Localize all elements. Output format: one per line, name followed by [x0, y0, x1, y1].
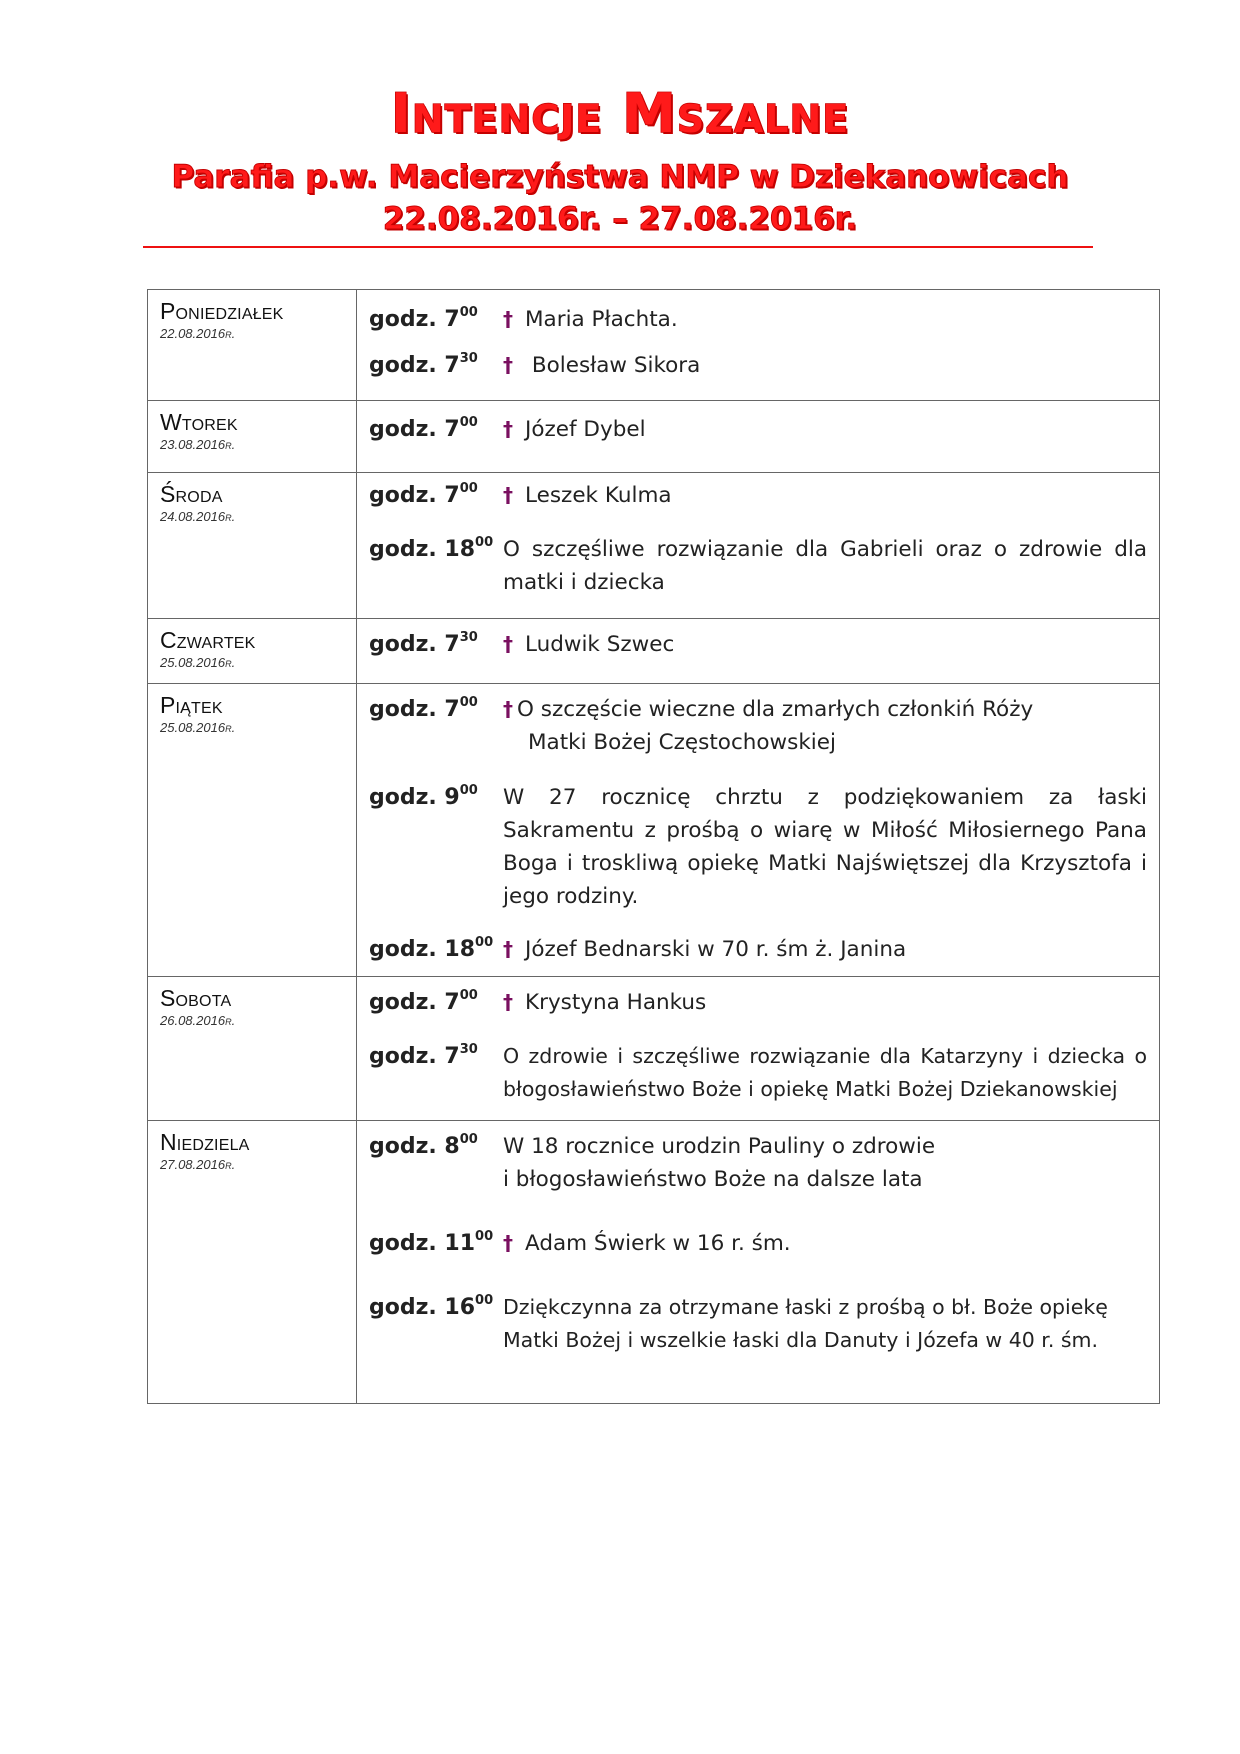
masses-cell	[357, 1121, 1160, 1404]
mass-intention: † Józef Bednarski w 70 r. śm ż. Janina	[503, 933, 1159, 966]
day-cell	[148, 977, 357, 1121]
mass-entry	[357, 533, 1159, 599]
document-header	[0, 84, 1240, 240]
day-cell	[148, 1121, 357, 1404]
day-name: Sobota	[160, 985, 232, 1011]
day-name: Niedziela	[160, 1129, 250, 1155]
day-date: 25.08.2016r.	[160, 655, 236, 670]
day-row-thursday	[148, 619, 1160, 684]
mass-intention: † O szczęście wieczne dla zmarłych członkiń Róży Matki Bożej Częstochowskiej	[503, 693, 1159, 759]
day-row-friday	[148, 684, 1160, 977]
day-date: 22.08.2016r.	[160, 326, 236, 341]
mass-entry	[357, 349, 1159, 382]
mass-intention: † Józef Dybel	[503, 413, 1159, 446]
mass-entry	[357, 1227, 1159, 1260]
day-cell	[148, 473, 357, 619]
day-date: 26.08.2016r.	[160, 1013, 236, 1028]
mass-intention: W 27 rocznicę chrztu z podziękowaniem za łaski Sakramentu z prośbą o wiarę w Miłość Miłosiernego Pana Boga i troskliwą opiekę Matki Najświętszej dla Krzysztofa i jego rodziny.	[503, 785, 1147, 909]
day-row-saturday	[148, 977, 1160, 1121]
mass-intention: W 18 rocznice urodzin Pauliny o zdrowie i błogosławieństwo Boże na dalsze lata	[503, 1134, 936, 1192]
masses-cell	[357, 684, 1160, 977]
mass-time: godz. $7^{30}$	[369, 351, 478, 378]
mass-time: godz. $7^{00}$	[369, 695, 478, 722]
day-name: Wtorek	[160, 409, 238, 435]
day-cell	[148, 684, 357, 977]
day-row-monday	[148, 290, 1160, 401]
masses-cell	[357, 619, 1160, 684]
mass-time: godz. $7^{30}$	[369, 630, 478, 657]
header-divider	[143, 246, 1093, 248]
day-date: 24.08.2016r.	[160, 509, 236, 524]
masses-cell	[357, 977, 1160, 1121]
mass-intention: † Krystyna Hankus	[503, 986, 1159, 1019]
latin-cross-icon: †	[503, 1231, 513, 1255]
mass-intention: † Maria Płachta.	[503, 303, 1159, 336]
day-name: Poniedziałek	[160, 298, 284, 324]
mass-intention: † Bolesław Sikora	[503, 349, 1159, 382]
page-title: Intencje Mszalne	[390, 82, 850, 145]
latin-cross-icon: †	[503, 937, 513, 961]
mass-intention: † Ludwik Szwec	[503, 628, 1159, 661]
day-row-sunday	[148, 1121, 1160, 1404]
masses-cell	[357, 401, 1160, 473]
mass-intention: O zdrowie i szczęśliwe rozwiązanie dla Katarzyny i dziecka o błogosławieństwo Boże i opiekę Matki Bożej Dziekanowskiej	[503, 1044, 1147, 1101]
day-row-tuesday	[148, 401, 1160, 473]
mass-time: godz. $18^{00}$	[369, 535, 494, 562]
mass-time: godz. $18^{00}$	[369, 935, 494, 962]
mass-intention: † Leszek Kulma	[503, 479, 1159, 512]
mass-entry	[357, 628, 1159, 661]
mass-entry	[357, 933, 1159, 966]
mass-entry	[357, 986, 1159, 1019]
mass-entry	[357, 1040, 1159, 1106]
masses-cell	[357, 473, 1160, 619]
day-name: Środa	[160, 481, 223, 507]
day-date: 27.08.2016r.	[160, 1157, 236, 1172]
mass-entry	[357, 693, 1159, 759]
latin-cross-icon: †	[503, 307, 513, 331]
day-date: 25.08.2016r.	[160, 720, 236, 735]
mass-time: godz. $9^{00}$	[369, 783, 478, 810]
day-date: 23.08.2016r.	[160, 437, 236, 452]
mass-entry	[357, 781, 1159, 913]
mass-intention: † Adam Świerk w 16 r. śm.	[503, 1227, 1159, 1260]
day-row-wednesday	[148, 473, 1160, 619]
day-name: Piątek	[160, 692, 223, 718]
latin-cross-icon: †	[503, 632, 513, 656]
parish-name: Parafia p.w. Macierzyństwa NMP w Dziekanowicach	[171, 159, 1069, 195]
mass-time: godz. $7^{00}$	[369, 481, 478, 508]
day-name: Czwartek	[160, 627, 256, 653]
mass-entry	[357, 413, 1159, 446]
date-range: 22.08.2016r. – 27.08.2016r.	[382, 201, 858, 237]
mass-time: godz. $7^{00}$	[369, 305, 478, 332]
latin-cross-icon: †	[503, 353, 513, 377]
latin-cross-icon: †	[503, 417, 513, 441]
mass-intention: O szczęśliwe rozwiązanie dla Gabrieli oraz o zdrowie dla matki i dziecka	[503, 537, 1147, 595]
day-cell	[148, 290, 357, 401]
mass-time: godz. $8^{00}$	[369, 1132, 478, 1159]
latin-cross-icon: †	[503, 990, 513, 1014]
mass-intention: Dziękczynna za otrzymane łaski z prośbą o bł. Boże opiekę Matki Bożej i wszelkie łaski dla Danuty i Józefa w 40 r. śm.	[503, 1295, 1108, 1352]
latin-cross-icon: †	[503, 697, 513, 721]
mass-entry	[357, 1291, 1159, 1357]
latin-cross-icon: †	[503, 483, 513, 507]
mass-time: godz. $7^{00}$	[369, 415, 478, 442]
mass-entry	[357, 1130, 1159, 1196]
mass-time: godz. $7^{30}$	[369, 1042, 478, 1069]
day-cell	[148, 619, 357, 684]
masses-cell	[357, 290, 1160, 401]
mass-time: godz. $16^{00}$	[369, 1293, 494, 1320]
mass-entry	[357, 303, 1159, 336]
day-cell	[148, 401, 357, 473]
mass-entry	[357, 479, 1159, 512]
mass-schedule-table	[147, 289, 1160, 1404]
mass-time: godz. $7^{00}$	[369, 988, 478, 1015]
mass-time: godz. $11^{00}$	[369, 1229, 494, 1256]
